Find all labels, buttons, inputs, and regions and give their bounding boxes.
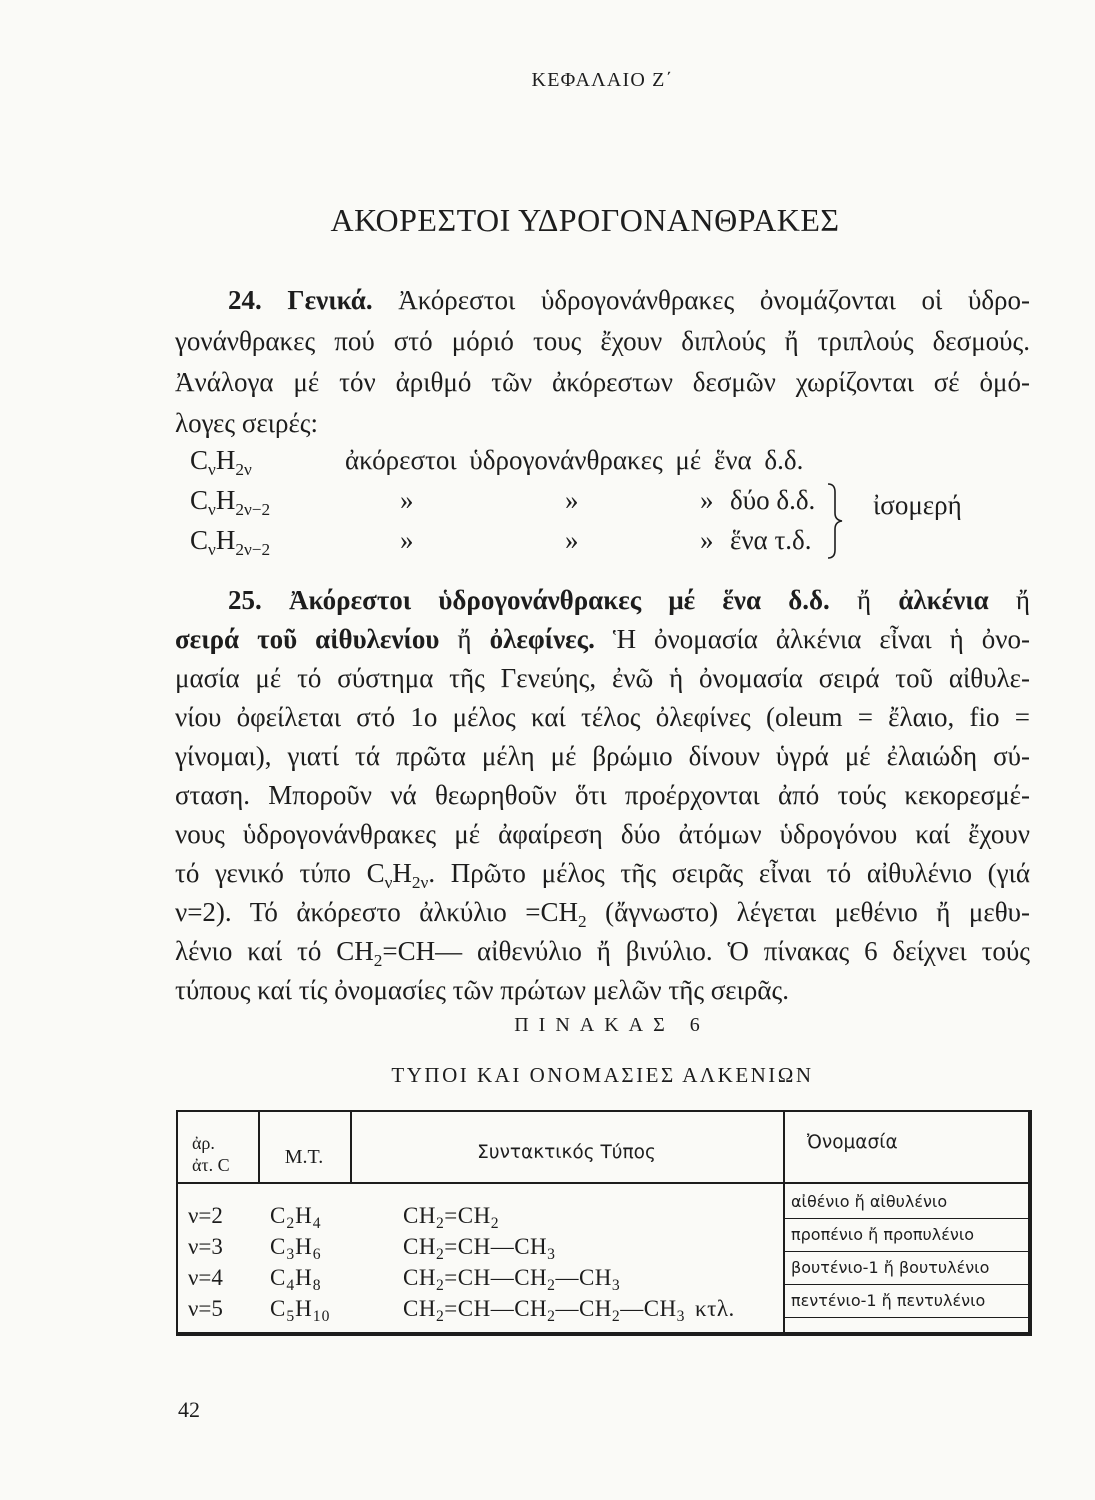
formula-symbol: CH bbox=[336, 936, 374, 966]
formula-subscript: 3 bbox=[611, 1277, 621, 1294]
table-number: ΠΙΝΑΚΑΣ 6 bbox=[514, 1014, 710, 1036]
ditto-mark: » bbox=[400, 525, 414, 555]
paragraph-line bbox=[175, 854, 1030, 893]
formula-subscript: 5 bbox=[286, 1308, 296, 1325]
formula-symbol: CH bbox=[403, 1265, 436, 1290]
paragraph-line bbox=[175, 620, 1030, 659]
paragraph-line bbox=[175, 321, 1030, 362]
formula-subscript: 2 bbox=[547, 1308, 556, 1325]
formula-subscript: 2 bbox=[490, 1215, 499, 1232]
formula-subscript: 2 bbox=[435, 1215, 445, 1232]
text-run: μασία μέ τό σύστημα τῆς Γενεύης, ἐνῶ ἡ ὀνομασία σειρά τοῦ αἰθυλε- bbox=[175, 663, 1030, 693]
series-description: δύο δ.δ. bbox=[730, 485, 816, 515]
formula-symbol: —CH bbox=[620, 1296, 677, 1321]
header-carbon-atoms-line: ἀτ. C bbox=[192, 1155, 230, 1175]
bold-text: ἀλκένια bbox=[898, 585, 989, 615]
etc-suffix: κτλ. bbox=[694, 1296, 735, 1321]
carbon-count: ν=3 bbox=[188, 1234, 223, 1259]
header-carbon-atoms-line: ἀρ. bbox=[192, 1133, 215, 1153]
formula-subscript: 2ν bbox=[411, 872, 429, 892]
paragraph-line bbox=[175, 280, 1030, 321]
formula-symbol: C bbox=[190, 485, 209, 515]
table-row bbox=[178, 1293, 783, 1324]
table-row bbox=[178, 1200, 783, 1231]
formula-symbol: H bbox=[295, 1296, 313, 1321]
formula-symbol: C bbox=[270, 1265, 287, 1290]
formula-subscript: 4 bbox=[312, 1215, 322, 1232]
formula-symbol: C bbox=[270, 1234, 287, 1259]
text-run: λογες σειρές: bbox=[175, 408, 319, 438]
formula-symbol: H bbox=[295, 1203, 313, 1228]
formula-subscript: 8 bbox=[312, 1277, 322, 1294]
isomer-label: ἰσομερή bbox=[873, 490, 962, 520]
alkene-name-cell bbox=[785, 1252, 1028, 1285]
formula-subscript: 10 bbox=[312, 1308, 331, 1325]
paragraph-line bbox=[175, 893, 1030, 932]
paragraph-line bbox=[175, 932, 1030, 971]
series-formula bbox=[190, 480, 270, 520]
alkene-name-cell bbox=[785, 1285, 1028, 1318]
series-description: ἀκόρεστοι ὑδρογονάνθρακες μέ ἕνα δ.δ. bbox=[345, 445, 804, 475]
formula-symbol: =CH bbox=[444, 1203, 491, 1228]
formula-subscript: ν bbox=[208, 539, 216, 559]
alkene-name-cell bbox=[785, 1219, 1028, 1252]
text-run: γονάνθρακες πού στό μόριό τους ἔχουν διπλούς ἤ τριπλούς δεσμούς. bbox=[175, 326, 1030, 356]
formula-subscript: 2ν bbox=[235, 459, 252, 479]
carbon-count: ν=5 bbox=[188, 1296, 223, 1321]
paragraph-line bbox=[175, 581, 1030, 620]
bold-text: σειρά τοῦ αἰθυλενίου bbox=[175, 624, 440, 654]
formula-symbol: CH bbox=[403, 1296, 436, 1321]
header-molecular-formula: Μ.Τ. bbox=[284, 1146, 324, 1168]
paragraph-line bbox=[175, 403, 1030, 444]
paragraph-line bbox=[175, 659, 1030, 698]
text-run: αἰθενύλιο ἤ βινύλιο. Ὁ πίνακας 6 δείχνει τούς bbox=[462, 936, 1030, 966]
structural-formula bbox=[403, 1296, 685, 1325]
section-24-paragraph bbox=[175, 280, 1030, 444]
text-run: Ἀνάλογα μέ τόν ἀριθμό τῶν ἀκόρεστων δεσμῶν χωρίζονται σέ ὁμό- bbox=[175, 367, 1030, 397]
header-structural-formula: Συντακτικός Τύπος bbox=[477, 1142, 656, 1163]
formula-symbol: =CH bbox=[525, 897, 579, 927]
ditto-mark: » bbox=[700, 485, 714, 515]
molecular-formula bbox=[270, 1231, 322, 1262]
table-row bbox=[178, 1231, 783, 1262]
formula-symbol: H bbox=[295, 1265, 313, 1290]
structural-formula bbox=[403, 1231, 555, 1262]
formula-symbol: H bbox=[215, 525, 236, 555]
text-run: Ἀκόρεστοι ὑδρογονάνθρακες ὀνομάζονται οἱ ὑδρο- bbox=[372, 285, 1030, 315]
text-run: νους ὑδρογονάνθρακες μέ ἀφαίρεση δύο ἀτόμων ὑδρογόνου καί ἔχουν bbox=[175, 819, 1030, 849]
alkene-name: βουτένιο-1 ἤ βουτυλένιο bbox=[791, 1258, 990, 1277]
formula-subscript: 3 bbox=[547, 1246, 556, 1263]
text-run: ἤ bbox=[829, 585, 899, 615]
molecular-formula bbox=[270, 1262, 322, 1293]
text-run: σταση. Μποροῦν νά θεωρηθοῦν ὅτι προέρχονται ἀπό τούς κεκορεσμέ- bbox=[175, 780, 1030, 810]
inline-formula bbox=[336, 936, 463, 970]
formula-symbol: H bbox=[215, 485, 236, 515]
inline-formula bbox=[366, 858, 429, 892]
series-formula bbox=[190, 440, 252, 480]
formula-symbol: H bbox=[215, 445, 236, 475]
formula-symbol: CH bbox=[403, 1203, 436, 1228]
table-caption: ΤΥΠΟΙ ΚΑΙ ΟΝΟΜΑΣΙΕΣ ΑΛΚΕΝΙΩΝ bbox=[391, 1063, 814, 1087]
text-run: τύπους καί τίς ὀνομασίες τῶν πρώτων μελῶν τῆς σειρᾶς. bbox=[175, 975, 789, 1005]
formula-symbol: C bbox=[190, 445, 209, 475]
formula-symbol: C bbox=[190, 525, 209, 555]
series-row bbox=[0, 440, 1095, 480]
formula-symbol: =CH—CH bbox=[444, 1296, 548, 1321]
text-run: ἤ bbox=[988, 585, 1031, 615]
ditto-mark: » bbox=[565, 525, 579, 555]
formula-symbol: C bbox=[270, 1296, 287, 1321]
formula-subscript: 2 bbox=[435, 1308, 445, 1325]
carbon-count: ν=2 bbox=[188, 1203, 223, 1228]
alkene-name: αἰθένιο ἤ αἰθυλένιο bbox=[791, 1192, 948, 1211]
paragraph-line bbox=[175, 971, 1030, 1010]
paragraph-line bbox=[175, 776, 1030, 815]
bold-text: 24. Γενικά. bbox=[228, 285, 373, 315]
structural-formula bbox=[403, 1262, 620, 1293]
chapter-title: ΑΚΟΡΕΣΤΟΙ ΥΔΡΟΓΟΝΑΝΘΡΑΚΕΣ bbox=[330, 202, 840, 238]
table-row bbox=[178, 1262, 783, 1293]
text-run: ἤ bbox=[439, 624, 490, 654]
header-name: Ὀνομασία bbox=[807, 1132, 898, 1153]
ditto-mark: » bbox=[565, 485, 579, 515]
formula-symbol: =CH—CH bbox=[444, 1265, 548, 1290]
paragraph-line bbox=[175, 737, 1030, 776]
formula-symbol: —CH bbox=[555, 1296, 612, 1321]
formula-subscript: 3 bbox=[286, 1246, 296, 1263]
formula-symbol: H bbox=[392, 858, 412, 888]
chapter-header: ΚΕΦΑΛΑΙΟ Ζ΄ bbox=[531, 69, 674, 91]
alkene-name-cell bbox=[785, 1186, 1028, 1219]
text-run: ν=2). Τό ἀκόρεστο ἀλκύλιο bbox=[175, 897, 526, 927]
formula-symbol: H bbox=[295, 1234, 313, 1259]
alkene-name: προπένιο ἤ προπυλένιο bbox=[791, 1225, 975, 1244]
paragraph-line bbox=[175, 698, 1030, 737]
text-run: Ἡ ὀνομασία ἀλκένια εἶναι ἡ ὀνο- bbox=[594, 624, 1031, 654]
formula-subscript: 3 bbox=[676, 1308, 685, 1325]
text-run: νίου ὀφείλεται στό 1ο μέλος καί τέλος ὀλεφίνες (oleum = ἔλαιο, fio = bbox=[175, 702, 1030, 732]
text-run: (ἄγνωστο) λέγεται μεθένιο ἤ μεθυ- bbox=[586, 897, 1030, 927]
alkene-name: πεντένιο-1 ἤ πεντυλένιο bbox=[791, 1291, 986, 1310]
formula-subscript: 6 bbox=[312, 1246, 322, 1263]
molecular-formula bbox=[270, 1200, 322, 1231]
formula-subscript: ν bbox=[208, 459, 216, 479]
formula-symbol: —CH bbox=[555, 1265, 612, 1290]
formula-subscript: 2 bbox=[547, 1277, 556, 1294]
formula-subscript: 2ν−2 bbox=[235, 539, 271, 559]
molecular-formula bbox=[270, 1293, 330, 1324]
header-carbon-atoms bbox=[178, 1132, 258, 1176]
formula-symbol: C bbox=[366, 858, 385, 888]
formula-subscript: 2 bbox=[286, 1215, 296, 1232]
ditto-mark: » bbox=[700, 525, 714, 555]
formula-subscript: 2 bbox=[373, 950, 383, 970]
formula-subscript: 2 bbox=[435, 1277, 445, 1294]
carbon-count: ν=4 bbox=[188, 1265, 223, 1290]
section-25-paragraph bbox=[175, 581, 1030, 1010]
ditto-mark: » bbox=[400, 485, 414, 515]
paragraph-line bbox=[175, 815, 1030, 854]
series-formula bbox=[190, 520, 270, 560]
formula-subscript: 2 bbox=[578, 911, 587, 931]
formula-symbol: =CH— bbox=[382, 936, 463, 966]
formula-subscript: ν bbox=[384, 872, 393, 892]
structural-formula-cell bbox=[403, 1293, 735, 1324]
bold-text: 25. Ἀκόρεστοι ὑδρογονάνθρακες μέ ἕνα δ.δ. bbox=[228, 585, 830, 615]
bold-text: ὀλεφίνες. bbox=[489, 624, 595, 654]
text-run: γίνομαι), γιατί τά πρῶτα μέλη μέ βρώμιο δίνουν ὑγρά μέ ἐλαιώδη σύ- bbox=[175, 741, 1030, 771]
structural-formula bbox=[403, 1200, 499, 1231]
paragraph-line bbox=[175, 362, 1030, 403]
curly-brace-icon bbox=[826, 482, 848, 560]
formula-symbol: =CH—CH bbox=[444, 1234, 548, 1259]
text-run: λένιο καί τό bbox=[175, 936, 337, 966]
text-run: τό γενικό τύπο bbox=[175, 858, 367, 888]
formula-subscript: ν bbox=[208, 499, 216, 519]
formula-subscript: 2 bbox=[435, 1246, 445, 1263]
formula-subscript: 4 bbox=[286, 1277, 296, 1294]
inline-formula bbox=[525, 897, 587, 931]
page-number: 42 bbox=[178, 1397, 200, 1422]
alkenes-table bbox=[176, 1110, 1032, 1336]
formula-symbol: C bbox=[270, 1203, 287, 1228]
header-divider bbox=[178, 1182, 1028, 1184]
series-description: ἕνα τ.δ. bbox=[730, 525, 812, 555]
formula-subscript: 2 bbox=[611, 1308, 621, 1325]
series-row bbox=[0, 520, 1095, 560]
formula-symbol: CH bbox=[403, 1234, 436, 1259]
text-run: . Πρῶτο μέλος τῆς σειρᾶς εἶναι τό αἰθυλένιο (γιά bbox=[428, 858, 1030, 888]
formula-subscript: 2ν−2 bbox=[235, 499, 271, 519]
